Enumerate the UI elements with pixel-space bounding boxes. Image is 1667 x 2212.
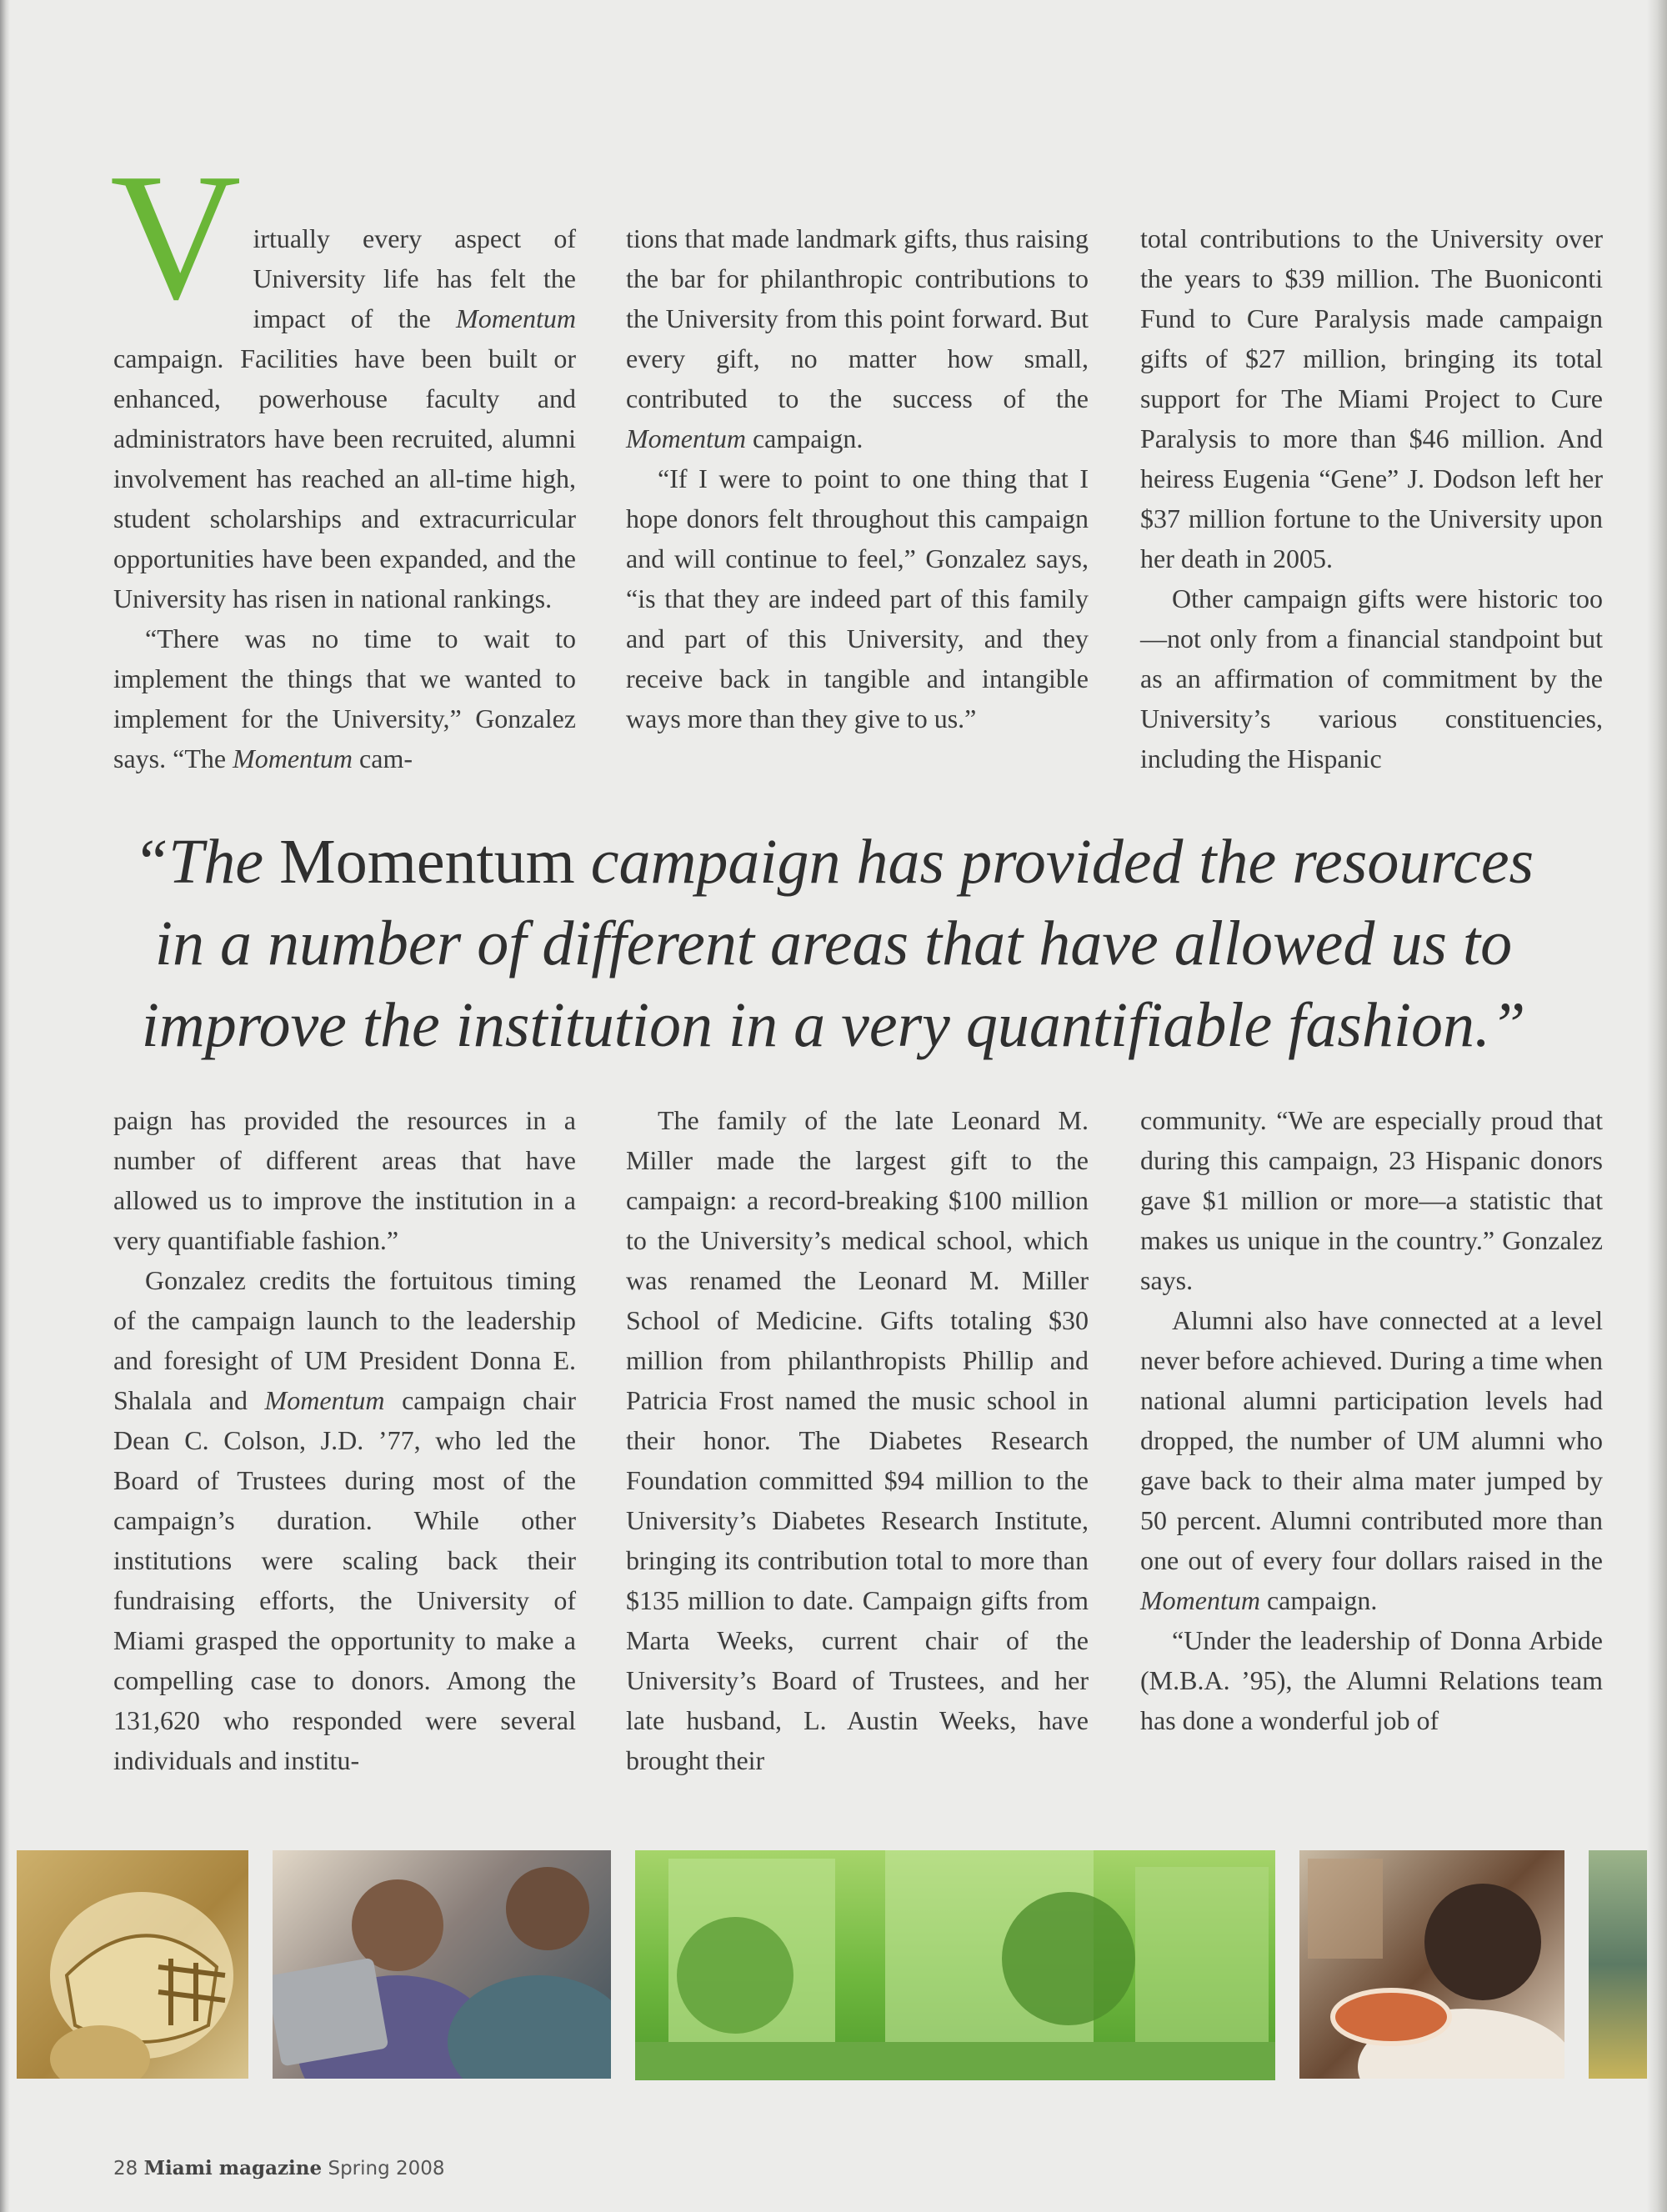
column-4: [113, 1100, 576, 1780]
text: campaign. Facilities have been built or enhanced, powerhouse faculty and administrators have been recruited, alumni involvement has reached an all-time high, student scholarships and extracurricular opportunities have been expanded, and the University has risen in national rankings.: [113, 343, 576, 613]
italic-title: Momentum: [264, 1385, 385, 1415]
italic-title: Momentum: [1140, 1585, 1260, 1615]
paragraph: [626, 218, 1089, 458]
paragraph: The family of the late Leonard M. Miller made the largest gift to the campaign: a record-breaking $100 million to the University’s medical school, which was renamed the Leonard M. Miller School of Medicine. Gifts totaling $30 million from philanthropists Phillip and Patricia Frost named the music school in their honor. The Diabetes Research Foundation committed $94 million to the University’s Diabetes Research Institute, bringing its contribution total to more than $135 million to date. Campaign gifts from Marta Weeks, current chair of the University’s Board of Trustees, and her late husband, L. Austin Weeks, have brought their: [626, 1105, 1089, 1775]
page-edge-shadow: [1647, 0, 1667, 2212]
scientist-petri-dish-photo: [1299, 1850, 1564, 2079]
students-laptop-photo: [273, 1850, 611, 2079]
magazine-name: Miami magazine: [143, 2157, 323, 2179]
issue-date: Spring 2008: [328, 2158, 445, 2179]
italic-title: Momentum: [233, 743, 353, 773]
text: campaign.: [1259, 1585, 1378, 1615]
column-5: [626, 1100, 1089, 1780]
text: irtually every aspect of University life has felt the impact of the: [253, 223, 576, 333]
page-spine-shadow: [0, 0, 10, 2212]
paragraph: “Under the leadership of Donna Arbide (M.B.A. ’95), the Alumni Relations team has done a wonderful job of: [1140, 1625, 1603, 1735]
paragraph: [1140, 1300, 1603, 1620]
italic-title: Momentum: [456, 303, 576, 333]
paragraph: “If I were to point to one thing that I hope donors felt throughout this campaign and will continue to feel,” Gonzalez says, “is that they are indeed part of this family and part of this University, and they receive back in tangible and intangible ways more than they give to us.”: [626, 463, 1089, 733]
building-interior-photo: [1589, 1850, 1647, 2079]
text: tions that made landmark gifts, thus raising the bar for philanthropic contributions to the University from this point forward. But every gift, no matter how small, contributed to the success of the: [626, 223, 1089, 413]
column-3: [1140, 218, 1603, 778]
paragraph: [113, 1260, 576, 1780]
text: cam-: [353, 743, 413, 773]
paragraph: total contributions to the University over the years to $39 million. The Buoniconti Fund to Cure Paralysis made campaign gifts of $27 million, bringing its total support for The Miami Project to Cure Paralysis to more than $46 million. And heiress Eugenia “Gene” J. Dodson left her $37 million fortune to the University upon her death in 2005.: [1140, 223, 1603, 573]
pull-quote-text: “The: [133, 827, 280, 897]
paragraph: paign has provided the resources in a number of different areas that have allowed us to improve the institution in a very quantifiable fashion.”: [113, 1105, 576, 1255]
text: “There was no time to wait to implement the things that we wanted to implement for the University,” Gonzalez says. “The: [113, 623, 576, 773]
campus-buildings-photo: [635, 1850, 1275, 2080]
column-2: [626, 218, 1089, 738]
pull-quote-text: campaign has provided the resources in a number of different areas that have allowed us to improve the institution in a very quantifiable fashion.”: [141, 827, 1534, 1060]
football-player-photo: [17, 1850, 248, 2079]
paragraph: community. “We are especially proud that during this campaign, 23 Hispanic donors gave $1 million or more—a statistic that makes us unique in the country.” Gonzalez says.: [1140, 1105, 1603, 1295]
page-number: 28: [113, 2158, 138, 2179]
text: Alumni also have connected at a level never before achieved. During a time when national alumni participation levels had dropped, the number of UM alumni who gave back to their alma mater jumped by 50 percent. Alumni contributed more than one out of every four dollars raised in the: [1140, 1305, 1603, 1575]
pull-quote-title: Momentum: [279, 827, 575, 897]
drop-cap: V: [110, 137, 242, 338]
column-6: [1140, 1100, 1603, 1740]
paragraph: [113, 618, 576, 778]
pull-quote: [125, 821, 1542, 1066]
paragraph: [110, 137, 576, 618]
text: campaign chair Dean C. Colson, J.D. ’77, who led the Board of Trustees during most of the campaign’s duration. While other institutions were scaling back their fundraising efforts, the University of Miami grasped the opportunity to make a compelling case to donors. Among the 131,620 who responded were several individuals and institu-: [113, 1385, 577, 1775]
italic-title: Momentum: [626, 423, 746, 453]
page-footer: [113, 2157, 445, 2179]
column-1: [110, 137, 576, 778]
paragraph: Other campaign gifts were historic too—not only from a financial standpoint but as an affirmation of commitment by the University’s various constituencies, including the Hispanic: [1140, 583, 1603, 773]
text: Gonzalez credits the fortuitous timing of the campaign launch to the leadership and foresight of UM President Donna E. Shalala and: [113, 1265, 576, 1415]
text: campaign.: [745, 423, 864, 453]
